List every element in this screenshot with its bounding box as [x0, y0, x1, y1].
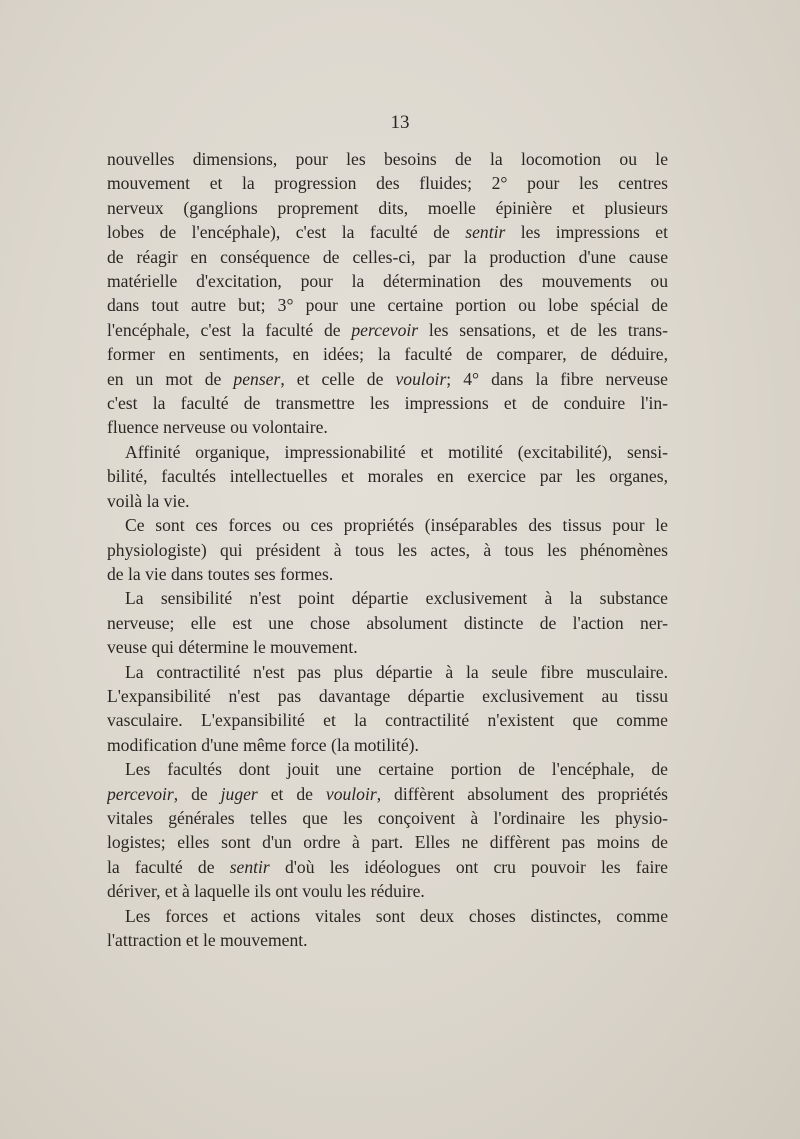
text-line: mouvement et la progression des fluides; 2° pour les centres: [107, 173, 668, 194]
text-line: dans tout autre but; 3° pour une certaine portion ou lobe spécial de: [107, 295, 668, 316]
text-line: dériver, et à laquelle ils ont voulu les réduire.: [107, 881, 425, 902]
text-line: modification d'une même force (la motilité).: [107, 734, 419, 755]
text-line: l'attraction et le mouvement.: [107, 930, 308, 950]
text-line: matérielle d'excitation, pour la détermination des mouvements ou: [107, 271, 668, 292]
text-line: voilà la vie.: [107, 490, 190, 511]
text-line: Les forces et actions vitales sont deux choses distinctes, comme: [125, 905, 668, 926]
text-line: bilité, facultés intellectuelles et morales en exercice par les organes,: [107, 466, 668, 487]
text-line: logistes; elles sont d'un ordre à part. Elles ne diffèrent pas moins de: [107, 832, 668, 853]
text-line: c'est la faculté de transmettre les impressions et de conduire l'in-: [107, 393, 668, 414]
text-line: La contractilité n'est pas plus départie à la seule fibre musculaire.: [125, 661, 668, 682]
text-line: Les facultés dont jouit une certaine portion de l'encéphale, de: [125, 759, 668, 780]
text-line: de réagir en conséquence de celles-ci, par la production d'une cause: [107, 246, 668, 267]
text-line: la faculté de sentir d'où les idéologues ont cru pouvoir les faire: [107, 856, 668, 877]
text-line: L'expansibilité n'est pas davantage départie exclusivement au tissu: [107, 685, 668, 706]
text-line: physiologiste) qui président à tous les actes, à tous les phénomènes: [107, 539, 668, 560]
text-line: vitales générales telles que les conçoivent à l'ordinaire les physio-: [107, 807, 668, 828]
text-line: en un mot de penser, et celle de vouloir; 4° dans la fibre nerveuse: [107, 368, 668, 389]
text-line: Affinité organique, impressionabilité et motilité (excitabilité), sensi-: [125, 441, 668, 462]
text-line: l'encéphale, c'est la faculté de percevoir les sensations, et de les trans-: [107, 319, 668, 340]
text-line: lobes de l'encéphale), c'est la faculté de sentir les impressions et: [107, 222, 668, 243]
text-line: Ce sont ces forces ou ces propriétés (inséparables des tissus pour le: [125, 515, 668, 536]
text-line: nerveux (ganglions proprement dits, moelle épinière et plusieurs: [107, 197, 668, 218]
text-line: percevoir, de juger et de vouloir, diffèrent absolument des propriétés: [107, 783, 668, 804]
text-line: fluence nerveuse ou volontaire.: [107, 417, 328, 438]
body-text: [107, 147, 668, 952]
text-line: nerveuse; elle est une chose absolument distincte de l'action ner-: [107, 612, 668, 633]
text-line: veuse qui détermine le mouvement.: [107, 637, 358, 658]
text-line: de la vie dans toutes ses formes.: [107, 563, 334, 584]
text-line: nouvelles dimensions, pour les besoins de la locomotion ou le: [107, 149, 668, 169]
text-line: former en sentiments, en idées; la faculté de comparer, de déduire,: [107, 344, 668, 365]
text-line: La sensibilité n'est point départie exclusivement à la substance: [125, 588, 668, 609]
text-line: vasculaire. L'expansibilité et la contractilité n'existent que comme: [107, 710, 668, 731]
page-number: 13: [390, 112, 410, 133]
